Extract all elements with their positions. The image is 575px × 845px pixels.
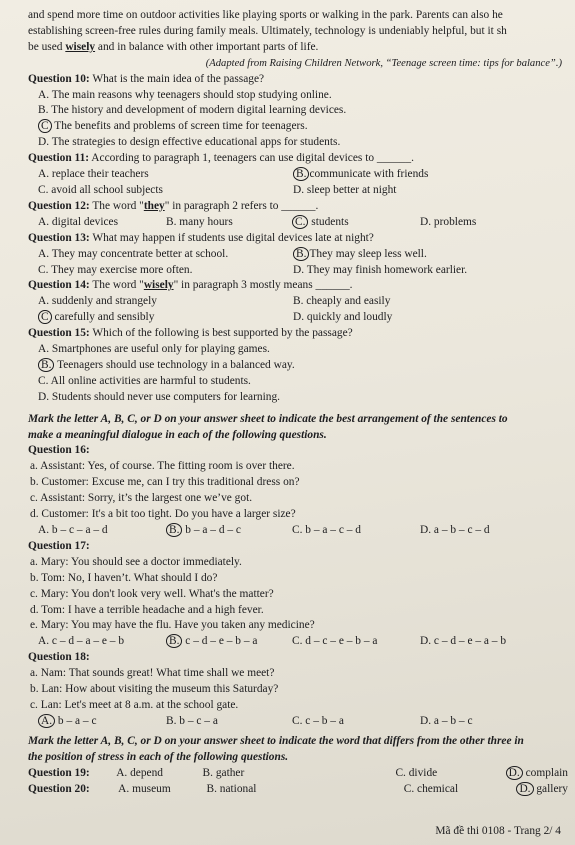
dialogue-line: c. Assistant: Sorry, it’s the largest one we’ve got. [30,492,253,505]
option-c: C. All online activities are harmful to students. [38,374,251,387]
dialogue-line: b. Tom: No, I haven’t. What should I do? [30,571,218,584]
question-stem: " in paragraph 3 mostly means ______. [173,279,353,292]
question-label: Question 14: [28,279,90,292]
question-16: Question 16: [28,444,90,457]
option-c: C. avoid all school subjects [38,183,163,196]
question-17: Question 17: [28,539,90,552]
option-a: A. museum [118,782,171,795]
option-b [293,247,548,263]
exam-content [28,8,568,797]
option-b: B. b – c – a [166,714,218,727]
option-b: B. The history and development of modern digital learning devices. [38,104,347,117]
options-row [28,634,568,650]
question-11 [28,151,568,167]
option-d: D. quickly and loudly [293,311,393,324]
options-row [28,263,568,279]
option-a: A. digital devices [38,215,119,228]
option-d: D. problems [420,215,477,228]
options-row [28,310,568,326]
option-c [28,119,568,135]
question-19 [28,766,568,782]
option-c: C. chemical [403,782,459,795]
answer-circle-mark: C [38,310,52,324]
passage-source: (Adapted from Raising Children Network, “Teenage screen time: tips for balance”.) [205,57,562,69]
option-d: D. They may finish homework earlier. [293,263,468,276]
option-b [28,358,568,374]
passage-text: be used [28,40,66,53]
answer-circle-mark: A. [38,714,55,728]
question-stem: What is the main idea of the passage? [89,72,265,85]
option-c: C. divide [395,766,438,779]
option-a [38,714,166,730]
question-10 [28,72,568,88]
option-a: A. b – c – a – d [38,524,108,536]
option-a: A. replace their teachers [38,168,149,181]
option-b [166,634,292,650]
option-b: B. gather [202,766,245,779]
dialogue-line: c. Mary: You don't look very well. What's the matter? [30,587,274,600]
option-d: D. sleep better at night [293,183,397,196]
option-d: D. Students should never use computers for learning. [38,390,281,403]
section-instruction: the position of stress in each of the following questions. [28,750,289,763]
option-b: B. many hours [166,215,233,228]
section-instruction: Mark the letter A, B, C, or D on your answer sheet to indicate the best arrangement of the sentences to [28,412,508,425]
option-a: A. Smartphones are useful only for playing games. [38,343,270,356]
underlined-word-wisely: wisely [143,279,174,292]
option-a: A. The main reasons why teenagers should stop studying online. [38,88,332,101]
option-a: A. depend [116,766,164,779]
answer-circle-mark: B. [166,523,182,537]
dialogue-line: c. Lan: Let's meet at 8 a.m. at the school gate. [30,698,239,711]
question-15 [28,326,568,342]
answer-circle-mark: B. [166,634,182,648]
question-label: Question 20: [28,782,90,795]
option-text: communicate with friends [309,168,429,181]
question-stem: Which of the following is best supported by the passage? [89,327,353,340]
question-20 [28,782,568,798]
dialogue-line: a. Assistant: Yes, of course. The fitting room is over there. [30,460,295,473]
option-c: C. c – b – a [292,714,344,727]
option-a: A. c – d – a – e – b [38,635,125,648]
option-c: C. They may exercise more often. [38,263,193,276]
option-b: B. cheaply and easily [293,295,391,308]
question-stem: According to paragraph 1, teenagers can use digital devices to ______. [89,152,414,165]
answer-circle-mark: B. [293,167,309,181]
question-13 [28,231,568,247]
options-row [28,523,568,539]
option-text: students [308,215,349,228]
dialogue-line: b. Lan: How about visiting the museum this Saturday? [30,683,279,696]
option-d [506,766,568,782]
option-c: C. d – c – e – b – a [292,635,378,648]
passage-line-3 [28,40,568,56]
option-text: gallery [533,782,568,795]
options-row [28,183,568,199]
option-text: carefully and sensibly [51,311,155,324]
answer-circle-mark: C [38,119,52,133]
option-text: The benefits and problems of screen time for teenagers. [51,120,308,133]
option-text: b – a – c [55,714,97,727]
option-text: c – d – e – b – a [182,635,258,648]
question-stem: What may happen if students use digital devices late at night? [89,231,374,244]
question-label: Question 11: [28,152,90,165]
question-label: Question 15: [28,327,90,340]
option-b: B. national [206,782,257,795]
option-c [38,310,293,326]
question-14 [28,278,568,294]
page-footer: Mã đề thi 0108 - Trang 2/ 4 [435,825,561,837]
answer-circle-mark: B. [293,247,309,261]
section-instruction: Mark the letter A, B, C, or D on your answer sheet to indicate the word that differs from the other three in [28,734,524,747]
question-label: Question 10: [28,72,90,85]
question-18: Question 18: [28,651,90,664]
option-text: complain [522,766,568,779]
option-d: D. The strategies to design effective educational apps for students. [38,136,341,149]
dialogue-line: d. Tom: I have a terrible headache and a high fever. [30,603,264,616]
question-stem: The word " [89,199,144,212]
option-a: A. suddenly and strangely [38,295,157,308]
option-d: D. a – b – c – d [420,524,490,536]
question-stem: " in paragraph 2 refers to ______. [164,199,319,212]
options-row [28,294,568,310]
option-text: They may sleep less well. [309,247,427,260]
option-a: A. They may concentrate better at school. [38,247,229,260]
underlined-word-they: they [143,199,165,212]
option-text: b – a – d – c [182,524,241,536]
dialogue-line: a. Nam: That sounds great! What time shall we meet? [30,667,275,680]
options-row [28,247,568,263]
dialogue-line: d. Customer: It's a bit too tight. Do you have a larger size? [30,508,296,521]
answer-circle-mark: B. [38,358,54,372]
options-row [28,167,568,183]
answer-circle-mark: C. [292,215,308,229]
option-c [292,215,420,231]
dialogue-line: e. Mary: You may have the flu. Have you taken any medicine? [30,619,315,632]
option-b [293,167,548,183]
answer-circle-mark: D. [516,782,533,796]
question-12 [28,199,568,215]
option-c: C. b – a – c – d [292,524,361,536]
option-text: Teenagers should use technology in a balanced way. [54,358,295,371]
question-label: Question 19: [28,766,90,779]
option-d: D. a – b – c [420,714,473,727]
option-d [516,782,568,798]
underlined-word-wisely: wisely [65,40,96,53]
passage-text: and in balance with other important parts of life. [95,40,319,53]
dialogue-line: a. Mary: You should see a doctor immediately. [30,555,242,568]
option-b [166,523,292,539]
question-label: Question 12: [28,199,90,212]
option-d: D. c – d – e – a – b [420,635,507,648]
question-label: Question 13: [28,231,90,244]
options-row [28,714,568,730]
answer-circle-mark: D. [506,766,523,780]
passage-line-1: and spend more time on outdoor activities like playing sports or walking in the park. Parents can also he [28,9,503,21]
section-instruction: make a meaningful dialogue in each of the following questions. [28,428,327,441]
dialogue-line: b. Customer: Excuse me, can I try this traditional dress on? [30,476,300,489]
options-row [28,215,568,231]
passage-line-2: establishing screen-free rules during family meals. Ultimately, technology is undeniably helpful, but it sh [28,24,507,37]
question-stem: The word " [89,279,144,292]
